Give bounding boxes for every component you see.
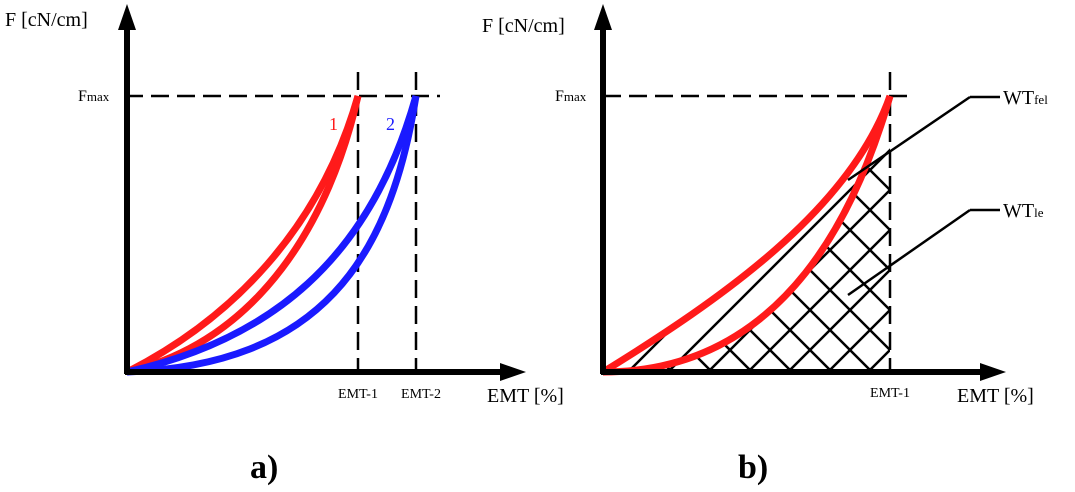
fmax-label-b [555, 88, 587, 105]
x-axis-arrow-a [500, 363, 526, 381]
leader-wt-fel [848, 97, 970, 180]
wt-fel-main: WT [1003, 87, 1035, 109]
panel-b [482, 0, 1075, 486]
panel-a [5, 4, 564, 486]
curve-2-label: 2 [386, 114, 395, 134]
panel-label-a: a) [250, 449, 279, 486]
wt-fel-label [1003, 87, 1048, 109]
wt-le-main: WT [1003, 200, 1035, 222]
curve-1-label: 1 [329, 114, 338, 134]
tick-emt1-a: EMT-1 [338, 387, 378, 402]
hatch-lines-slash [540, 0, 1075, 380]
x-axis-label-b: EMT [%] [957, 385, 1034, 407]
x-axis-arrow-b [980, 363, 1006, 381]
wt-le-sub: le [1034, 205, 1044, 220]
y-axis-arrow-b [594, 4, 612, 30]
tick-emt2-a: EMT-2 [401, 387, 441, 402]
fmax-label-a [78, 88, 110, 105]
y-axis-arrow-a [118, 4, 136, 30]
fmax-main-b: F [555, 88, 564, 105]
wt-le-label [1003, 200, 1044, 222]
fmax-sub-a: max [86, 89, 110, 104]
tick-emt1-b: EMT-1 [870, 386, 910, 401]
panel-label-b: b) [738, 449, 769, 486]
x-axis-label-a: EMT [%] [487, 385, 564, 407]
y-axis-label-b: F [cN/cm] [482, 15, 565, 37]
wt-fel-sub: fel [1034, 92, 1048, 107]
fmax-sub-b: max [563, 89, 587, 104]
curve-2-unloading [127, 96, 416, 372]
hatch-wt-le [540, 0, 1075, 380]
y-axis-label-a: F [cN/cm] [5, 9, 88, 31]
fmax-main-a: F [78, 88, 87, 105]
